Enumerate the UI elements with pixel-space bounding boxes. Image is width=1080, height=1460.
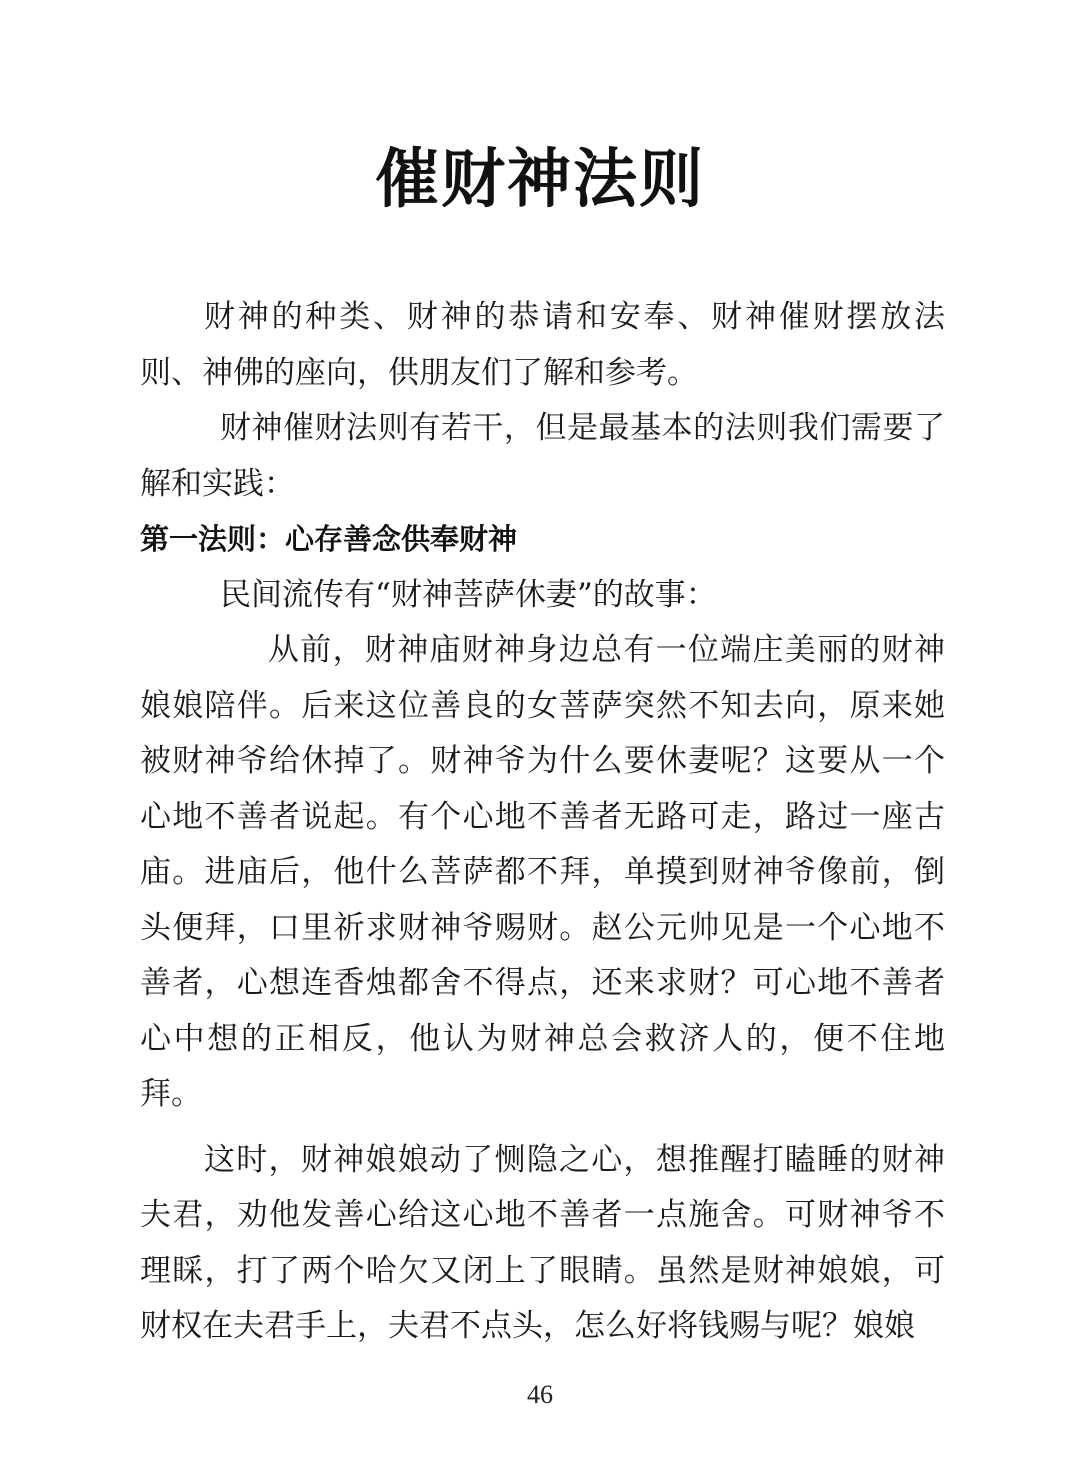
body-text [140, 290, 945, 1355]
story-paragraph: 从前，财神庙财神身边总有一位端庄美丽的财神娘娘陪伴。后来这位善良的女菩萨突然不知去向，原来她被财神爷给休掉了。财神爷为什么要休妻呢？这要从一个心地不善者说起。有个心地不善者无路可走，路过一座古庙。进庙后，他什么菩萨都不拜，单摸到财神爷像前，倒头便拜，口里祈求财神爷赐财。赵公元帅见是一个心地不善者，心想连香烛都舍不得点，还来求财？可心地不善者心中想的正相反，他认为财神总会救济人的，便不住地拜。 [140, 632, 945, 1112]
page-title: 催财神法则 [375, 143, 705, 217]
intro-paragraph: 财神催财法则有若干，但是最基本的法则我们需要了解和实践： [140, 410, 945, 502]
paragraph-gap [140, 1123, 945, 1133]
page-number: 46 [527, 1380, 553, 1409]
section-heading: 第一法则：心存善念供奉财神 [140, 522, 518, 556]
story-paragraph: 这时，财神娘娘动了恻隐之心，想推醒打瞌睡的财神夫君，劝他发善心给这心地不善者一点施舍。可财神爷不理睬，打了两个哈欠又闭上了眼睛。虽然是财神娘娘，可财权在夫君手上，夫君不点头，怎么好将钱赐与呢？娘娘 [140, 1141, 945, 1344]
story-intro-paragraph: 民间流传有“财神菩萨休妻”的故事： [220, 576, 717, 613]
intro-paragraph: 财神的种类、财神的恭请和安奉、财神催财摆放法则、神佛的座向，供朋友们了解和参考。 [140, 299, 945, 391]
